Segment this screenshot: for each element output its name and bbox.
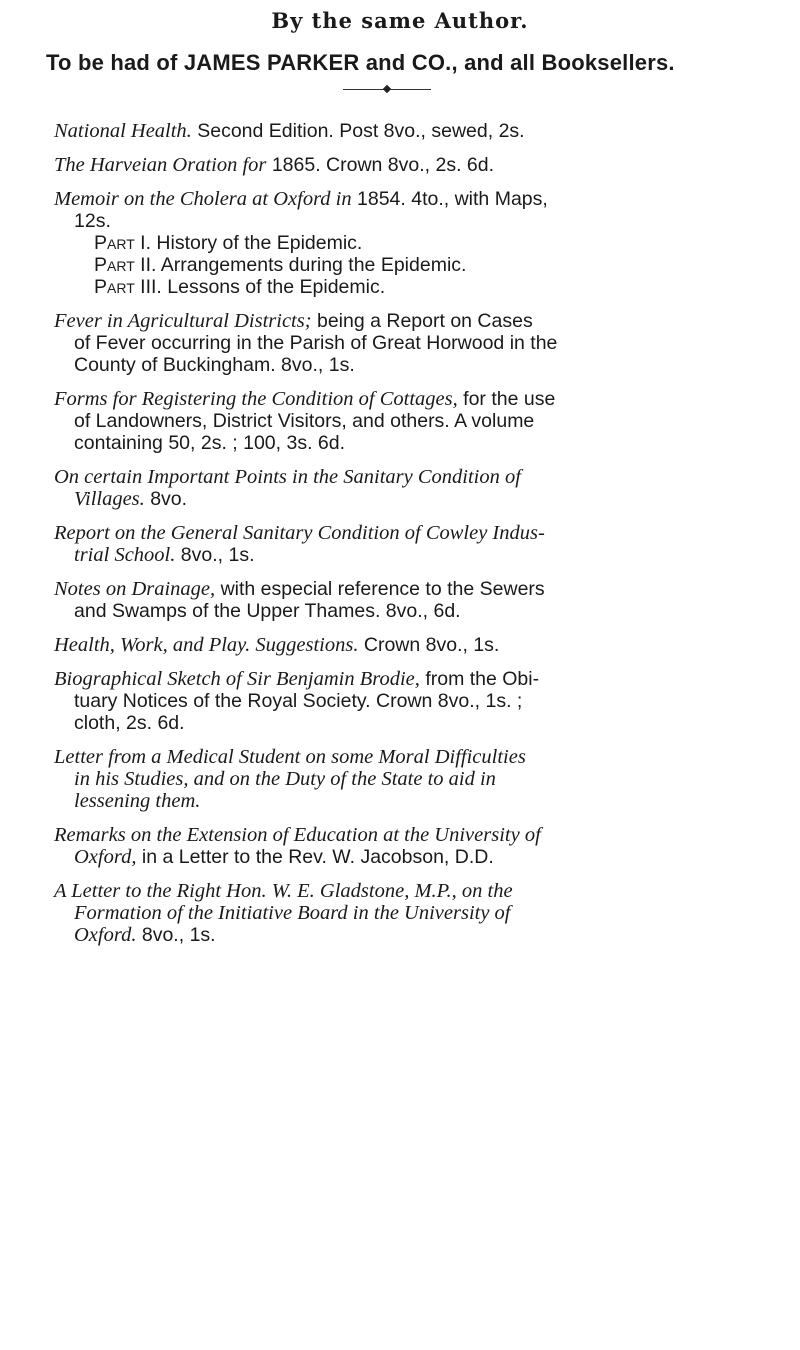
- entry-title-continuation: Villages.: [74, 488, 145, 510]
- part-item: [94, 276, 714, 298]
- entry-title: Remarks on the Extension of Education at the University of: [54, 824, 541, 846]
- entry-continuation: of Landowners, District Visitors, and others. A volume: [74, 410, 535, 432]
- part-text: Arrangements during the Epidemic.: [156, 254, 467, 276]
- entry-continuation: cloth, 2s. 6d.: [74, 712, 185, 734]
- entry-details: in a Letter to the Rev. W. Jacobson, D.D.: [136, 846, 494, 868]
- catalogue-entry: [54, 522, 714, 566]
- part-text: History of the Epidemic.: [151, 232, 363, 254]
- catalogue-entry: [54, 668, 714, 734]
- entry-details: Crown 8vo., 1s.: [358, 634, 500, 656]
- catalogue-entry: [54, 466, 714, 510]
- entry-title: Report on the General Sanitary Condition of Cowley Indus-: [54, 522, 545, 544]
- catalogue-entry: [54, 824, 714, 868]
- entry-title: The Harveian Oration for: [54, 154, 267, 176]
- entry-title-continuation: Formation of the Initiative Board in the University of: [74, 902, 511, 924]
- catalogue-entry: [54, 746, 714, 812]
- entry-continuation: of Fever occurring in the Parish of Great Horwood in the: [74, 332, 558, 354]
- entry-title: Health, Work, and Play. Suggestions.: [54, 634, 359, 656]
- entry-details: being a Report on Cases: [311, 310, 533, 332]
- entry-title: A Letter to the Right Hon. W. E. Gladstone, M.P., on the: [54, 880, 513, 902]
- entry-title: National Health.: [54, 120, 192, 142]
- catalogue-entry: [54, 388, 714, 454]
- entry-details: 8vo.: [144, 488, 188, 510]
- part-label: Part II.: [94, 254, 157, 276]
- entry-details: 1865. Crown 8vo., 2s. 6d.: [266, 154, 495, 176]
- part-label: Part I.: [94, 232, 152, 254]
- part-item: [94, 254, 714, 276]
- entry-details: 1854. 4to., with Maps,: [351, 188, 548, 210]
- catalogue-entry: [54, 578, 714, 622]
- entry-details: Second Edition. Post 8vo., sewed, 2s.: [191, 120, 525, 142]
- entry-title-continuation: in his Studies, and on the Duty of the State to aid in: [74, 768, 496, 790]
- entry-title-continuation: Oxford,: [74, 846, 137, 868]
- page-heading: By the same Author.: [271, 8, 529, 33]
- publisher-line: To be had of JAMES PARKER and CO., and all Booksellers.: [46, 50, 675, 75]
- catalogue-entry: [54, 310, 714, 376]
- catalogue-entry: [54, 154, 714, 176]
- entry-title: Forms for Registering the Condition of Cottages,: [54, 388, 458, 410]
- entry-title: Biographical Sketch of Sir Benjamin Brodie,: [54, 668, 420, 690]
- entry-title-continuation: Oxford.: [74, 924, 137, 946]
- part-item: [94, 232, 714, 254]
- catalogue-entry: [54, 188, 714, 232]
- entry-continuation: tuary Notices of the Royal Society. Crown 8vo., 1s. ;: [74, 690, 523, 712]
- entry-continuation: and Swamps of the Upper Thames. 8vo., 6d.: [74, 600, 461, 622]
- entry-details: 8vo., 1s.: [175, 544, 255, 566]
- entry-title: On certain Important Points in the Sanitary Condition of: [54, 466, 521, 488]
- entry-continuation: containing 50, 2s. ; 100, 3s. 6d.: [74, 432, 346, 454]
- entry-title: Letter from a Medical Student on some Moral Difficulties: [54, 746, 526, 768]
- entry-continuation: County of Buckingham. 8vo., 1s.: [74, 354, 355, 376]
- parts-list: [54, 232, 714, 298]
- entry-details: from the Obi-: [419, 668, 540, 690]
- entry-details: 8vo., 1s.: [136, 924, 216, 946]
- part-label: Part III.: [94, 276, 162, 298]
- entry-title: Fever in Agricultural Districts;: [54, 310, 312, 332]
- catalogue-entry: [54, 634, 714, 656]
- entry-title: Memoir on the Cholera at Oxford in: [54, 188, 352, 210]
- part-text: Lessons of the Epidemic.: [161, 276, 386, 298]
- entry-title-continuation: lessening them.: [74, 790, 201, 812]
- catalogue-entry: [54, 120, 714, 142]
- entry-title-continuation: trial School.: [74, 544, 176, 566]
- entry-details: with especial reference to the Sewers: [215, 578, 545, 600]
- entry-continuation: 12s.: [74, 210, 111, 232]
- entry-title: Notes on Drainage,: [54, 578, 216, 600]
- ornament-diamond: [383, 85, 391, 93]
- entry-details: for the use: [457, 388, 556, 410]
- catalogue-list: [54, 120, 714, 958]
- catalogue-entry: [54, 880, 714, 946]
